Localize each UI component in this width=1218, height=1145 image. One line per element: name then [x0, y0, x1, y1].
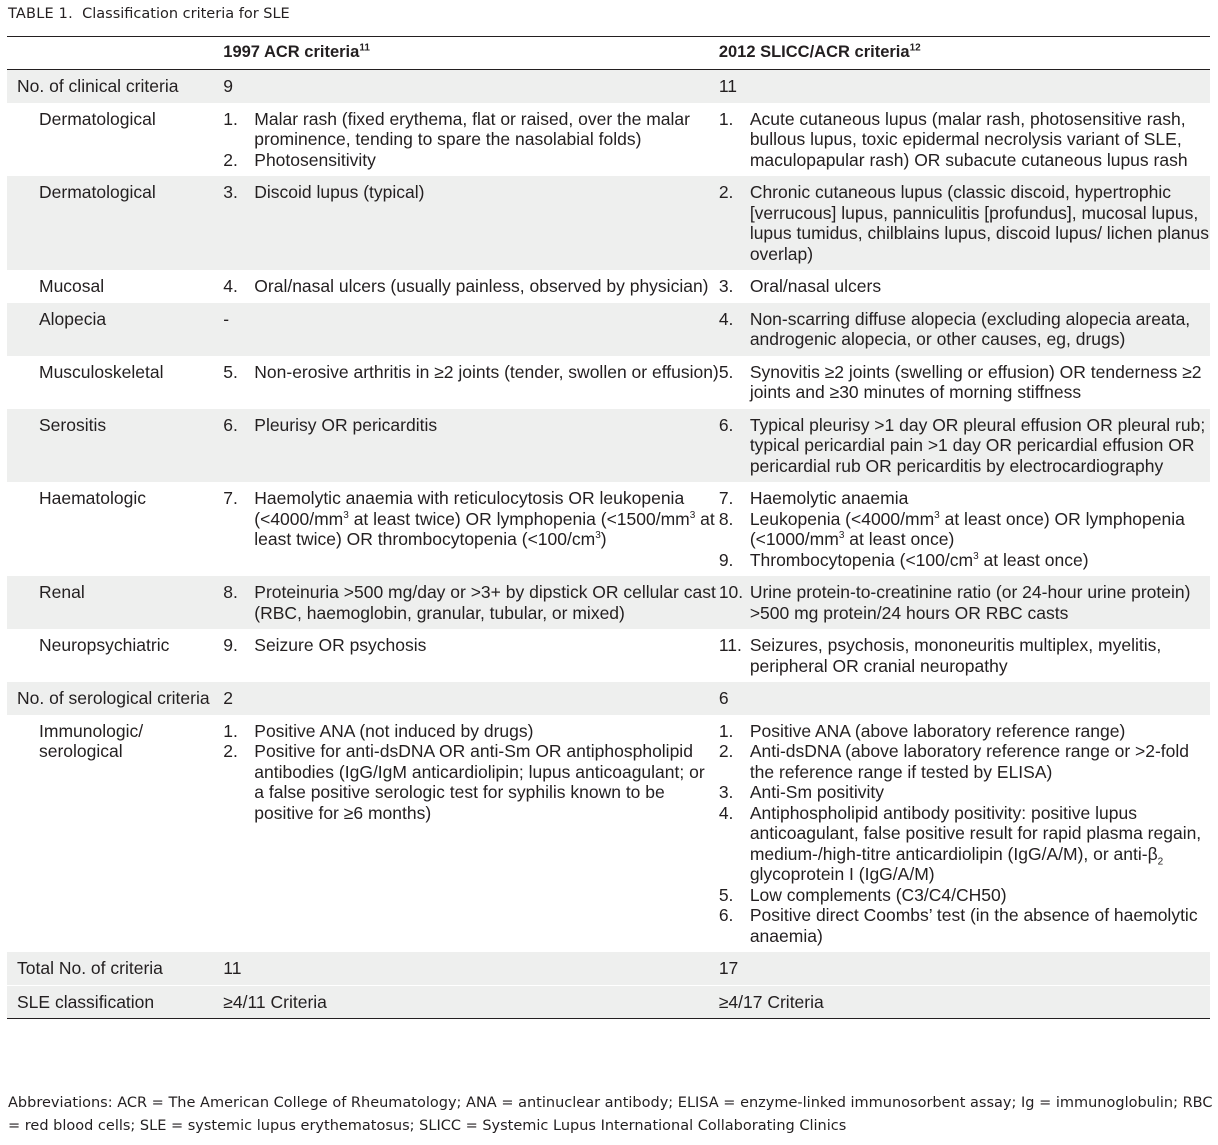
acr-value: 11: [223, 952, 719, 985]
slicc-value: 11: [719, 70, 1210, 103]
slicc-value: 6: [719, 682, 1210, 715]
row-total: [7, 952, 1210, 985]
row-alopecia: [7, 303, 1210, 356]
list-item: 2. Positive for anti-dsDNA OR anti-Sm OR antiphospholipid antibodies (IgG/IgM anticardiolipin; lupus anticoagulant; or a false positive serologic test for syphilis known to be positive for ≥6 months): [223, 741, 705, 823]
slicc-cell: [719, 482, 1210, 576]
row-classification: [7, 985, 1210, 1019]
list-item: 3. Discoid lupus (typical): [223, 182, 425, 202]
list-item: 5. Low complements (C3/C4/CH50): [718, 884, 1007, 905]
row-clinical-count: [7, 70, 1210, 103]
row-renal: [7, 576, 1210, 629]
row-dermatological-1: [7, 103, 1210, 177]
row-dermatological-2: [7, 176, 1210, 270]
list-item: 2. Photosensitivity: [223, 149, 376, 170]
row-label: Serositis: [7, 409, 223, 483]
header-acr-label: 1997 ACR criteria: [223, 43, 360, 62]
list-item: 5. Non-erosive arthritis in ≥2 joints (tender, swollen or effusion): [223, 361, 719, 382]
slicc-cell: [719, 356, 1210, 409]
header-slicc-label: 2012 SLICC/ACR criteria: [718, 43, 910, 62]
list-item: 1. Positive ANA (not induced by drugs): [223, 720, 534, 741]
list-item: 6. Positive direct Coombs’ test (in the absence of haemolytic anaemia): [718, 905, 1198, 946]
header-acr-ref: 11: [359, 42, 370, 54]
header-row: [7, 37, 1210, 70]
row-label: Renal: [7, 576, 223, 629]
row-label: Dermatological: [7, 176, 223, 270]
row-immunologic: [7, 715, 1210, 953]
slicc-cell: [719, 629, 1210, 682]
row-label: No. of clinical criteria: [7, 70, 223, 103]
slicc-cell: [719, 409, 1210, 483]
list-item: 1. Acute cutaneous lupus (malar rash, photosensitive rash, bullous lupus, toxic epidermal necrolysis variant of SLE, maculopapular rash) OR subacute cutaneous lupus rash: [718, 108, 1188, 170]
acr-cell: [223, 176, 719, 270]
list-item: 9. Thrombocytopenia ($<100/cm^3$ at least once): [718, 549, 1089, 570]
table-caption: [8, 6, 290, 22]
row-haematologic: [7, 482, 1210, 576]
acr-value: 9: [223, 70, 719, 103]
row-label: Total No. of criteria: [7, 952, 223, 985]
row-label: Musculoskeletal: [39, 361, 164, 382]
slicc-value: 17: [719, 952, 1210, 985]
list-item: 9. Seizure OR psychosis: [223, 635, 427, 655]
list-item: 4. Antiphospholipid antibody positivity: positive lupus anticoagulant, false positive result for rapid plasma regain, medium-/high-titre anticardiolipin (IgG/A/M), or anti-$\beta_2$ glycoprotein I (IgG/A/M): [718, 802, 1202, 884]
row-label: Alopecia: [7, 303, 223, 356]
list-item: 1. Positive ANA (above laboratory reference range): [718, 720, 1126, 741]
table-label: TABLE 1.: [8, 6, 73, 22]
row-serositis: [7, 409, 1210, 483]
acr-cell: [223, 482, 719, 576]
slicc-cell: [719, 303, 1210, 356]
abbreviations-footnote: Abbreviations: ACR = The American College of Rheumatology; ANA = antinuclear antibody; ELISA = enzyme-linked immunosorbent assay; Ig = immunoglobulin; RBC = red blood cells; SLE = systemic lupus erythematosus; SLICC = Systemic Lupus International Collaborating Clinics: [8, 1095, 1213, 1134]
acr-value: ≥4/11 Criteria: [223, 985, 719, 1019]
row-label: Dermatological: [39, 108, 156, 129]
row-label: No. of serological criteria: [7, 682, 223, 715]
acr-cell: [223, 270, 719, 303]
acr-cell: [223, 356, 719, 409]
list-item: 4. Oral/nasal ulcers (usually painless, observed by physician): [223, 276, 709, 296]
slicc-cell: [719, 176, 1210, 270]
header-empty: [7, 37, 223, 70]
list-item: 6. Typical pleurisy >1 day OR pleural effusion OR pleural rub; typical pericardial pain >1 day OR pericardial effusion OR pericardial rub OR pericarditis by electrocardiography: [718, 414, 1206, 476]
acr-cell: [223, 629, 719, 682]
list-item: 8. Leukopenia ($<4000/mm^3$ at least once) OR lymphopenia ($<1000/mm^3$ at least once): [718, 508, 1185, 549]
row-label: Haematologic: [39, 488, 146, 508]
list-item: 2. Anti-dsDNA (above laboratory reference range or >2-fold the reference range if tested by ELISA): [718, 741, 1190, 782]
list-item: 8. Proteinuria >500 mg/day or >3+ by dipstick OR cellular cast (RBC, haemoglobin, granular, tubular, or mixed): [223, 582, 716, 623]
list-item: 3. Anti-Sm positivity: [718, 782, 885, 802]
list-item: 7. Haemolytic anaemia with reticulocytosis OR leukopenia ($<4000/mm^3$ at least twice) OR lymphopenia ($<1500/mm^3$ at least twice) OR thrombocytopenia $(<100/cm^3)$: [223, 488, 715, 549]
slicc-cell: [719, 270, 1210, 303]
list-item: 6. Pleurisy OR pericarditis: [223, 414, 438, 435]
list-item: 7. Haemolytic anaemia: [718, 488, 909, 508]
row-serological-count: [7, 682, 1210, 715]
acr-value: 2: [223, 682, 719, 715]
slicc-value: ≥4/17 Criteria: [719, 985, 1210, 1019]
list-item: 1. Malar rash (fixed erythema, flat or raised, over the malar prominence, tending to spare the nasolabial folds): [223, 108, 690, 149]
list-item: 5. Synovitis ≥2 joints (swelling or effusion) OR tenderness ≥2 joints and ≥30 minutes of morning stiffness: [718, 361, 1202, 402]
acr-cell: [223, 409, 719, 483]
acr-cell: -: [223, 303, 719, 356]
acr-cell: [223, 715, 719, 953]
row-label: SLE classification: [7, 985, 223, 1019]
row-mucosal: [7, 270, 1210, 303]
header-slicc-ref: 12: [909, 42, 921, 54]
header-slicc: [719, 37, 1210, 70]
slicc-cell: [719, 576, 1210, 629]
slicc-cell: [719, 103, 1210, 177]
acr-cell: [223, 576, 719, 629]
row-label: Neuropsychiatric: [39, 635, 170, 655]
row-label: Mucosal: [39, 276, 105, 296]
row-musculoskeletal: [7, 356, 1210, 409]
slicc-cell: [719, 715, 1210, 953]
list-item: 4. Non-scarring diffuse alopecia (excluding alopecia areata, androgenic alopecia, or other causes, eg, drugs): [718, 308, 1191, 349]
acr-cell: [223, 103, 719, 177]
list-item: 10. Urine protein-to-creatinine ratio (or 24-hour urine protein) >500 mg protein/24 hours OR RBC casts: [718, 582, 1191, 623]
criteria-table: [7, 36, 1210, 1019]
list-item: 11. Seizures, psychosis, mononeuritis multiplex, myelitis, peripheral OR cranial neuropathy: [718, 635, 1162, 676]
list-item: 2. Chronic cutaneous lupus (classic discoid, hypertrophic [verrucous] lupus, panniculitis [profundus], mucosal lupus, lupus tumidus, chilblains lupus, discoid lupus/ lichen planus overlap): [718, 182, 1209, 264]
table-title: Classification criteria for SLE: [82, 6, 290, 22]
header-acr: [223, 37, 719, 70]
list-item: 3. Oral/nasal ulcers: [718, 276, 882, 296]
row-label: Immunologic/ serological: [39, 720, 144, 761]
row-neuropsychiatric: [7, 629, 1210, 682]
